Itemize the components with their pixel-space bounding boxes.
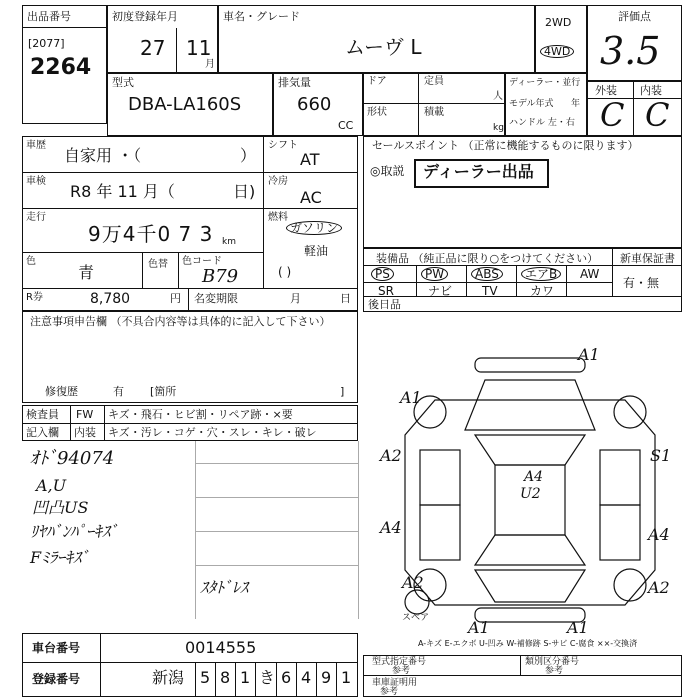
person-unit: 人 xyxy=(493,91,503,102)
interior-entry-label: 内装 xyxy=(74,426,96,439)
plate-digit-8: 1 xyxy=(341,668,352,687)
inspection-label: 車検 xyxy=(26,176,46,187)
notes-label: 注意事項申告欄 （不具合内容等は具体的に記入して下さい） xyxy=(30,315,331,328)
disp-value: 660 xyxy=(297,94,332,115)
recycle-value: 8,780 xyxy=(90,291,131,307)
category-label: 類別区分番号 xyxy=(525,657,580,667)
chassis-number: 0014555 xyxy=(185,638,257,657)
shift-value: AT xyxy=(300,150,320,169)
lot-number: 2264 xyxy=(30,55,92,80)
plate-region: 新潟 xyxy=(152,668,185,687)
warranty-label: 新車保証書 xyxy=(620,252,675,265)
mark-a2-lower-left: A2 xyxy=(402,573,424,592)
name-label: 車名・グレード xyxy=(223,10,300,23)
drive-4wd: 4WD xyxy=(540,45,574,58)
score-label: 評価点 xyxy=(618,10,651,23)
equip-abs: ABS xyxy=(471,267,503,281)
reg-year: 27 xyxy=(140,36,166,60)
equipment-label: 装備品 （純正品に限り○をつけてください） xyxy=(376,252,599,265)
plate-digit-7: 9 xyxy=(321,668,332,687)
spec-number-label: 型式指定番号 xyxy=(372,657,427,667)
model-year-label: モデル年式 xyxy=(509,99,554,109)
handle-label: ハンドル 左・右 xyxy=(509,118,575,128)
hand-note-3: 凹凸US xyxy=(32,498,89,517)
category-ref: 参考 xyxy=(545,666,564,676)
plate-digit-5: 6 xyxy=(281,668,292,687)
garage-cert-label: 車庫証明用 xyxy=(372,678,418,688)
equip-pw: PW xyxy=(421,267,448,281)
garage-ref: 参考 xyxy=(380,687,399,697)
chassis-label: 車台番号 xyxy=(32,641,81,655)
mark-u2-roof: U2 xyxy=(520,486,541,502)
reg-month: 11 xyxy=(186,36,212,60)
repair-place: [箇所 xyxy=(150,385,177,398)
fuel-paren: ( ) xyxy=(278,265,292,279)
interior-entry-items: キズ・汚レ・コゲ・穴・スレ・キレ・破レ xyxy=(108,426,317,439)
fuel-label: 燃料 xyxy=(268,212,288,223)
equip-airbag: エアB xyxy=(521,267,561,281)
capacity-label: 定員 xyxy=(424,76,444,87)
color-code-label: 色コード xyxy=(182,256,222,267)
hand-note-mid: ｽﾀﾄﾞﾚｽ xyxy=(200,578,249,597)
hand-note-1: ｵﾄﾞ94074 xyxy=(30,448,115,469)
name-change-month: 月 xyxy=(290,292,301,305)
mark-a1-bottom-left: A1 xyxy=(468,618,490,637)
plate-digit-1: 5 xyxy=(200,668,211,687)
mark-a2-lower-right: A2 xyxy=(648,578,670,597)
equip-ps: PS xyxy=(371,267,394,281)
manual-label: ◎取説 xyxy=(370,164,405,178)
plate-digit-4: き xyxy=(259,668,276,687)
fuel-diesel: 軽油 xyxy=(304,244,329,258)
sales-label: セールスポイント （正常に機能するものに限ります） xyxy=(372,139,639,152)
fuel-gasoline: ガソリン xyxy=(286,221,342,235)
name-change-label: 名変期限 xyxy=(194,292,238,305)
color-change-label: 色替 xyxy=(148,259,168,270)
interior-label: 内装 xyxy=(640,84,662,97)
color-code: B79 xyxy=(202,266,239,287)
lot-label: 出品番号 xyxy=(27,10,71,23)
equip-aw: AW xyxy=(580,267,600,281)
equip-navi: ナビ xyxy=(428,284,453,298)
repair-value: 有 xyxy=(113,385,124,398)
mark-a1-left: A1 xyxy=(400,388,422,407)
plate-digit-2: 8 xyxy=(220,668,231,687)
warranty-value: 有・無 xyxy=(623,276,660,290)
cc-unit: CC xyxy=(338,119,354,132)
sales-box xyxy=(363,136,682,248)
history-close: ） xyxy=(240,146,257,165)
spare-label: スペア xyxy=(402,613,430,623)
mark-a1-bottom-right: A1 xyxy=(567,618,589,637)
door-label: ドア xyxy=(367,76,387,87)
reg-label: 初度登録年月 xyxy=(112,10,178,23)
repair-close: ] xyxy=(340,385,345,398)
km-unit: km xyxy=(222,237,236,247)
shape-label: 形状 xyxy=(367,107,387,118)
color-label: 色 xyxy=(26,256,36,267)
history-label: 車歴 xyxy=(26,140,46,151)
recycle-label: R券 xyxy=(26,292,43,303)
inspection-value: R8 年 11 月（ xyxy=(70,182,175,201)
disp-label: 排気量 xyxy=(278,76,311,89)
drive-2wd: 2WD xyxy=(545,16,572,29)
model-label: 型式 xyxy=(112,76,134,89)
mark-a2-left: A2 xyxy=(380,446,402,465)
ac-value: AC xyxy=(300,188,322,207)
ac-label: 冷房 xyxy=(268,176,288,187)
inspector-label: 検査員 xyxy=(26,408,59,421)
car-name: ムーヴ L xyxy=(345,35,422,59)
load-label: 積載 xyxy=(424,107,444,118)
repair-label: 修復歴 xyxy=(45,385,78,398)
hand-note-2: A,U xyxy=(36,476,67,495)
lot-small: [2077] xyxy=(28,37,65,50)
plate-digit-6: 4 xyxy=(301,668,312,687)
name-change-day: 日 xyxy=(340,292,351,305)
yen-unit: 円 xyxy=(170,292,181,305)
hand-note-4: ﾘﾔﾊﾞﾝﾊﾟｰｷｽﾞ xyxy=(30,522,119,541)
mark-s1-right: S1 xyxy=(650,446,672,465)
hand-note-5: Fﾐﾗｰｷｽﾞ xyxy=(30,548,90,567)
spec-ref: 参考 xyxy=(392,666,411,676)
shift-label: シフト xyxy=(268,140,298,151)
inspection-day: 日) xyxy=(233,182,256,201)
month-char: 月 xyxy=(205,59,215,70)
history-value: 自家用 ・（ xyxy=(64,146,142,165)
plate-digit-3: 1 xyxy=(240,668,251,687)
mark-a4-right: A4 xyxy=(648,525,670,544)
diagram-legend: A-キズ E-エクボ U-凹み W-補修跡 S-サビ C-腐食 ××-交換済 xyxy=(418,639,638,648)
fw-label: FW xyxy=(76,408,94,421)
reg-number-label: 登録番号 xyxy=(32,672,81,686)
interior-grade: C xyxy=(645,96,670,134)
equip-sr: SR xyxy=(378,284,394,298)
year-unit: 年 xyxy=(571,99,581,109)
dealer-stamp-text: ディーラー出品 xyxy=(423,162,534,181)
exterior-label: 外装 xyxy=(595,84,617,97)
mileage-value: 9万4千0 7 3 xyxy=(88,222,214,246)
equip-tv: TV xyxy=(482,284,498,298)
score-value: 3.5 xyxy=(600,29,661,73)
mark-a4-roof: A4 xyxy=(524,469,544,485)
color-value: 青 xyxy=(78,263,95,282)
fw-items: キズ・飛石・ヒビ割・リペア跡・×要 xyxy=(108,408,293,421)
entry-label: 記入欄 xyxy=(26,426,59,439)
dealer-label: ディーラー・並行 xyxy=(509,78,581,88)
kg-unit: kg xyxy=(493,123,504,133)
exterior-grade: C xyxy=(600,96,625,134)
post-install-label: 後日品 xyxy=(368,298,401,311)
equip-leather: カワ xyxy=(530,284,555,298)
mark-a4-left: A4 xyxy=(380,518,402,537)
mileage-label: 走行 xyxy=(26,212,46,223)
model-value: DBA-LA160S xyxy=(128,94,242,115)
mark-a1-top: A1 xyxy=(578,345,600,364)
